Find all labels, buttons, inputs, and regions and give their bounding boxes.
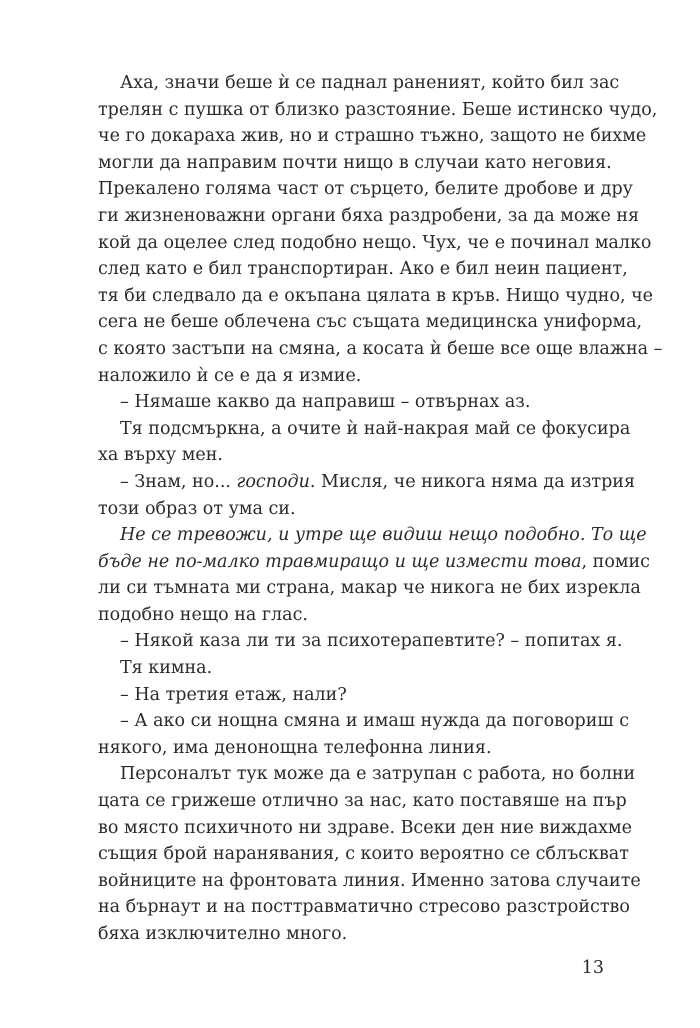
text-segment: Тя кимна. <box>120 658 213 679</box>
text-segment: войниците на фронтовата линия. Именно затова случаите <box>98 870 641 891</box>
italic-text: господи <box>236 471 310 492</box>
text-line <box>98 416 631 443</box>
text-line <box>98 336 663 363</box>
text-segment: някого, има денонощна телефонна линия. <box>98 737 492 758</box>
text-segment: ги жизненоважни органи бяха раздробени, за да може ня <box>98 205 640 226</box>
body-text <box>98 70 663 948</box>
text-line <box>98 230 652 257</box>
text-segment: Персоналът тук може да е затрупан с работа, но болни <box>120 764 636 785</box>
text-line <box>98 815 633 842</box>
text-segment: ха върху мен. <box>98 445 223 466</box>
text-line <box>98 522 647 549</box>
text-segment: Аха, значи беше ѝ се паднал раненият, който бил зас <box>120 73 620 93</box>
text-line <box>98 655 604 682</box>
text-segment: – На третия етаж, нали? <box>120 684 347 705</box>
text-line <box>98 575 641 602</box>
text-line <box>98 70 620 97</box>
text-segment: – Знам, но... <box>120 471 237 492</box>
text-line <box>98 256 628 283</box>
text-line <box>98 496 604 523</box>
text-segment: този образ от ума си. <box>98 498 296 519</box>
italic-text: Не се тревожи, и утре ще видиш нещо подобно. То ще <box>120 525 647 546</box>
text-line <box>98 894 630 921</box>
text-segment: сега не беше облечена със същата медицинска униформа, <box>98 312 643 333</box>
text-segment: с която застъпи на смяна, а косата ѝ беше все още влажна – <box>98 338 663 359</box>
text-line <box>98 176 633 203</box>
text-segment: наложило ѝ се е да я измие. <box>98 365 362 386</box>
text-segment: ли си тъмната ми страна, макар че никога не бих изрекла <box>98 578 641 599</box>
text-segment: – А ако си нощна смяна и имаш нужда да поговориш с <box>120 711 630 732</box>
text-line <box>98 841 629 868</box>
text-line <box>98 150 612 177</box>
text-segment: на бърнаут и на посттравматично стресово разстройство <box>98 897 630 918</box>
text-segment: след като е бил транспортиран. Ако е бил неин пациент, <box>98 259 628 280</box>
text-line <box>98 469 636 496</box>
text-line <box>98 389 604 416</box>
text-line <box>98 309 643 336</box>
text-segment: – Някой каза ли ти за психотерапевтите? – попитах я. <box>120 631 623 652</box>
text-segment: Тя подсмъркна, а очите ѝ най-накрая май се фокусира <box>120 418 631 439</box>
text-line <box>98 442 604 469</box>
text-line <box>98 708 630 735</box>
page-number: 13 <box>581 958 604 978</box>
text-segment: трелян с пушка от близко разстояние. Беше истинско чудо, <box>98 99 658 120</box>
text-segment: цата се грижеше отлично за нас, като поставяше на пър <box>98 791 627 812</box>
text-segment: Прекалено голяма част от сърцето, белите дробове и дру <box>98 179 633 200</box>
text-segment: могли да направим почти нищо в случаи като неговия. <box>98 152 612 173</box>
text-line <box>98 788 627 815</box>
text-line <box>98 602 604 629</box>
text-segment: во място психичното ни здраве. Всеки ден ние виждахме <box>98 817 633 838</box>
text-segment: . Мисля, че никога няма да изтрия <box>309 471 636 492</box>
text-line <box>98 363 604 390</box>
text-segment: подобно нещо на глас. <box>98 604 308 625</box>
text-segment: – Нямаше какво да направиш – отвърнах аз. <box>120 392 531 413</box>
text-segment: тя би следвало да е окъпана цялата в кръв. Нищо чудно, че <box>98 285 654 306</box>
text-line <box>98 123 647 150</box>
text-line <box>98 868 641 895</box>
text-segment: кой да оцелее след подобно нещо. Чух, че е починал малко <box>98 232 652 253</box>
text-line <box>98 761 636 788</box>
text-segment: че го докараха жив, но и страшно тъжно, защото не бихме <box>98 126 647 147</box>
text-line <box>98 97 658 124</box>
text-line <box>98 735 604 762</box>
text-line <box>98 628 623 655</box>
text-line <box>98 549 650 576</box>
text-segment: бяха изключително много. <box>98 924 348 944</box>
text-line <box>98 682 604 709</box>
text-line <box>98 921 604 948</box>
text-line <box>98 203 640 230</box>
text-segment: същия брой наранявания, с които вероятно се сблъскват <box>98 844 629 865</box>
italic-text: бъде не по-малко травмиращо и ще измести това <box>98 551 582 572</box>
text-line <box>98 283 654 310</box>
text-segment: , помис <box>581 551 650 572</box>
